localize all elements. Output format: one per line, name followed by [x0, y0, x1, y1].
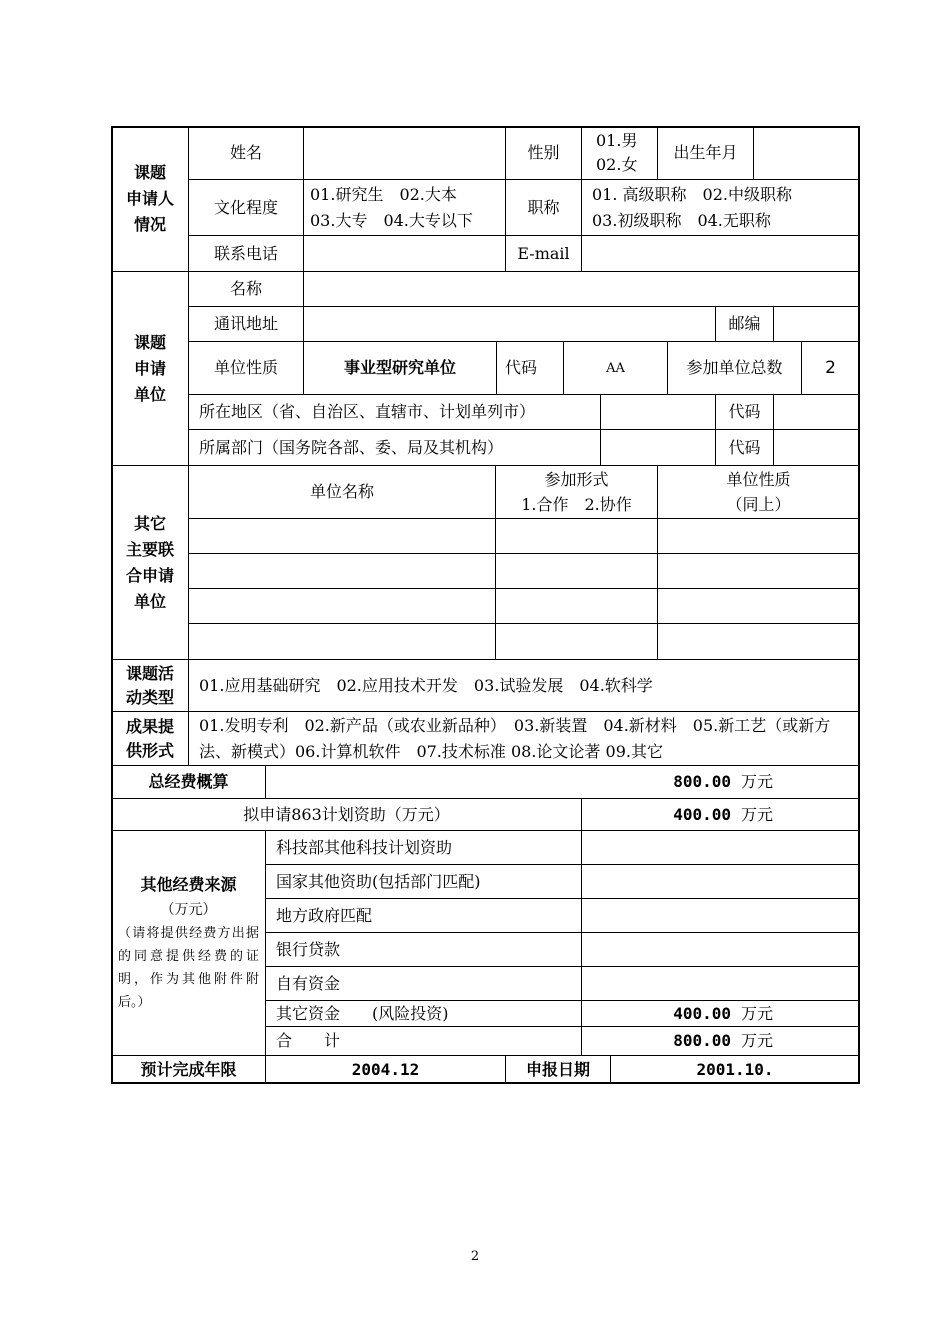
other-funds-unit: （万元） [160, 902, 217, 918]
address-field[interactable] [303, 306, 716, 342]
submit-date-label: 申报日期 [505, 1055, 611, 1084]
fund-item-value[interactable] [581, 864, 860, 899]
joint-row-1-name[interactable] [188, 518, 496, 554]
total-budget-value: 800.00 [673, 772, 731, 791]
joint-row-4-name[interactable] [188, 623, 496, 660]
fund-item-value[interactable] [581, 830, 860, 865]
joint-row-4-nature[interactable] [657, 623, 860, 660]
apply-label: 拟申请863计划资助（万元） [111, 798, 582, 831]
dept-code-field[interactable] [773, 429, 860, 466]
gender-options[interactable]: 01.男 02.女 [581, 126, 658, 180]
fund-item-value-cell[interactable] [581, 1000, 860, 1027]
unit-code-value[interactable]: AA [563, 341, 668, 395]
region-label: 所在地区（省、自治区、直辖市、计划单列市） [188, 394, 601, 430]
applicant-section-label: 课题 申请人 情况 [111, 126, 189, 272]
fund-total-value-cell[interactable] [581, 1026, 860, 1056]
joint-col-nature: 单位性质 （同上） [657, 465, 860, 519]
unit-nature-value[interactable]: 事业型研究单位 [303, 341, 497, 395]
fund-item-unit: 万元 [740, 1003, 773, 1023]
unit-nature-label: 单位性质 [188, 341, 304, 395]
joint-col-form: 参加形式 1.合作 2.协作 [495, 465, 658, 519]
unit-section-label: 课题 申请 单位 [111, 271, 189, 466]
total-budget-label: 总经费概算 [111, 765, 266, 799]
fund-item-label: 其它资金 (风险投资) [265, 1000, 582, 1027]
participant-total-label: 参加单位总数 [667, 341, 802, 395]
activity-options[interactable]: 01.应用基础研究 02.应用技术开发 03.试验发展 04.软科学 [188, 659, 860, 712]
joint-row-1-nature[interactable] [657, 518, 860, 554]
region-code-label: 代码 [715, 394, 774, 430]
birth-field[interactable] [753, 126, 860, 180]
joint-row-3-form[interactable] [495, 588, 658, 624]
name-field[interactable] [303, 126, 506, 180]
email-label: E-mail [505, 235, 582, 272]
activity-label: 课题活 动类型 [111, 659, 189, 712]
education-label: 文化程度 [188, 179, 304, 236]
fund-item-label: 自有资金 [265, 966, 582, 1001]
other-funds-title: 其他经费来源 [140, 875, 237, 894]
title-options[interactable]: 01. 高级职称 02.中级职称 03.初级职称 04.无职称 [581, 179, 860, 236]
completion-value[interactable]: 2004.12 [265, 1055, 506, 1084]
phone-field[interactable] [303, 235, 506, 272]
apply-value: 400.00 [673, 804, 731, 824]
unit-name-label: 名称 [188, 271, 304, 307]
joint-row-2-name[interactable] [188, 553, 496, 589]
phone-label: 联系电话 [188, 235, 304, 272]
address-label: 通讯地址 [188, 306, 304, 342]
joint-row-4-form[interactable] [495, 623, 658, 660]
fund-item-label: 国家其他资助(包括部门匹配) [265, 864, 582, 899]
fund-item-label: 科技部其他科技计划资助 [265, 830, 582, 865]
birth-label: 出生年月 [657, 126, 754, 180]
fund-total-value: 800.00 [673, 1031, 731, 1050]
total-budget-unit: 万元 [740, 772, 773, 791]
joint-row-2-form[interactable] [495, 553, 658, 589]
postcode-field[interactable] [773, 306, 860, 342]
other-funds-label [111, 830, 266, 1056]
joint-col-name: 单位名称 [188, 465, 496, 519]
education-options[interactable]: 01.研究生 02.大本 03.大专 04.大专以下 [303, 179, 506, 236]
region-field[interactable] [600, 394, 716, 430]
joint-row-3-name[interactable] [188, 588, 496, 624]
title-label: 职称 [505, 179, 582, 236]
fund-item-label: 地方政府匹配 [265, 898, 582, 933]
fund-total-unit: 万元 [740, 1031, 773, 1050]
fund-item-value[interactable] [581, 932, 860, 967]
fund-item-value[interactable] [581, 898, 860, 933]
fund-item-value: 400.00 [673, 1003, 731, 1023]
participant-total-value[interactable]: 2 [801, 341, 860, 395]
fund-item-label: 银行贷款 [265, 932, 582, 967]
postcode-label: 邮编 [715, 306, 774, 342]
page-number: 2 [470, 1249, 480, 1264]
unit-code-label: 代码 [496, 341, 564, 395]
joint-section-label: 其它 主要联 合申请 单位 [111, 465, 189, 660]
other-funds-note: （请将提供经费方出据的同意提供经费的证明，作为其他附件附后。） [118, 926, 259, 1010]
dept-label: 所属部门（国务院各部、委、局及其机构） [188, 429, 601, 466]
name-label: 姓名 [188, 126, 304, 180]
dept-field[interactable] [600, 429, 716, 466]
unit-name-field[interactable] [303, 271, 860, 307]
joint-row-2-nature[interactable] [657, 553, 860, 589]
total-budget-value-cell[interactable] [265, 765, 860, 799]
result-label: 成果提 供形式 [111, 711, 189, 766]
email-field[interactable] [581, 235, 860, 272]
completion-label: 预计完成年限 [111, 1055, 266, 1084]
apply-unit: 万元 [740, 804, 773, 824]
gender-label: 性别 [505, 126, 582, 180]
submit-date-value[interactable]: 2001.10. [610, 1055, 860, 1084]
joint-row-1-form[interactable] [495, 518, 658, 554]
apply-value-cell[interactable] [581, 798, 860, 831]
joint-row-3-nature[interactable] [657, 588, 860, 624]
fund-item-value[interactable] [581, 966, 860, 1001]
dept-code-label: 代码 [715, 429, 774, 466]
fund-total-label: 合 计 [265, 1026, 582, 1056]
result-options[interactable]: 01.发明专利 02.新产品（或农业新品种） 03.新装置 04.新材料 05.新工艺（或新方法、新模式）06.计算机软件 07.技术标准 08.论文论著 09.其它 [188, 711, 860, 766]
region-code-field[interactable] [773, 394, 860, 430]
